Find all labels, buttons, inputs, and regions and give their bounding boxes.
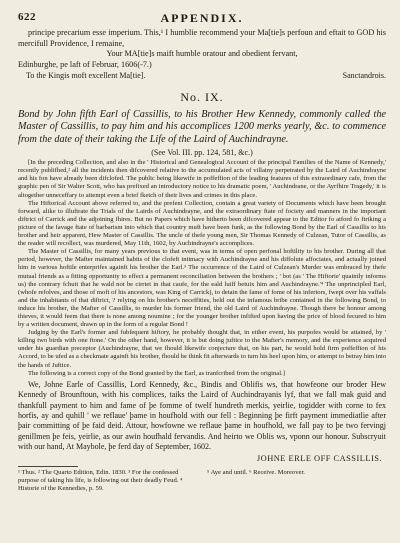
intro-paragraph: The Master of Cassillis, for many years previous to that event, was in terms of open perfonal hoftility to his brother. During all that period, however, the Mafter maintained habits of the clofeft intimacy with Auchindrayne and his diffolute affociates, and actually joined him in various hoftile enterprifes againft his brother the Earl.³ The occurrence of the Laird of Culzean's Murder was embraced by thefe mutual friends as a fitting opportunity to effect a permanent reconciliation between the brothers ; ' bot (as ' The Hiftorie' quaintly informs us) the contrary fchuit that he wald not be cirriet in that caufe, for the eald luiff betuix him and Auchindrayne.'⁴ The unprincipled Earl, (whofe refolves, and those of moft of his ancestors, was King of Carrick), to detain the fame of fome of his inferiors, fwept over his vaffals and the inhabitants of that diftrict, ? relying on his brother's neceffities, held out the infamous bribe contained in the following Bond, to induce his brother, the Mafter of Cassillis, to murder his former friend, the old Laird of Auchindrayne. Though there be honour among thieves, it would feem that there is none among noumine ; for the younger brother infifted upon having the price of blood fecured to him by a written document, drawn up in the form of a regular Bond ! — [18, 248, 386, 329]
volume-citation: (See Vol. III. pp. 124, 581, &c.) — [151, 148, 253, 158]
intro-paragraph: The following is a correct copy of the Bond granted by the Earl, as tranfcribed from the original.] — [28, 369, 285, 377]
letter-recipient: To the Kingis moft excellent Ma[tie]. — [26, 71, 146, 81]
footnote-rule — [18, 466, 78, 467]
intro-paragraph: Judging by the Earl's former and fubfequent hiftory, he probably thought that, in either event, his purpofes would be attained, by ' killing two birds with one ftone.' On the other hand, however, it is but doing juftice to the Mafter's memory, and the experience acquired under his guardian preceptor (Auchindrayne, that we fhould likewife conjecture that, on his part, he would hold firm poffeffion of his Accord, to be ufed as a checkmate againft his brother, fhould he think fit afterwards to turn his heel upon him, or attempt to betray him into the hands of Juftice. — [18, 329, 386, 369]
footnote-group: ¹ Thus. ² The Quarto Edition, Edin. 1830. ³ For the confessed purpose of taking his life, is following out their deadly Feud. ⁴ Historie of the Kennedies, p. 59. — [18, 468, 183, 492]
bond-paragraph: We, Johne Earle of Cassillis, Lord Kennedy, &c., Bindis and Oblifis ws, that howfeone our broder Hew Kennedy of Brounftoun, with his complices, taiks the Laird of Auchindrayanis lyf, that we fall mak guid and thankfull payment to him and fame of þe fomme of twelf hundreth merkis, yeirlie, togidder with corne to fex horfis, ay and quhill ' we reflaue' þame in houfhold with our fell : Beginning þe firft payment immediatlie after þair committing of þe faid deid. Attour, howfowne we reflaue þame in houfhold, we fall pay to þe two fervingj genillmen þe feis, yeirlie, as our awin houfhald fervandis. And heirto we Oblis ws, vponn our honour. Subscryuit with our hand, At Maybole, þe ferd day of September, 1602. — [18, 379, 386, 452]
intro-paragraph: [In the preceding Collection, and also in the ' Historical and Genealogical Account of the principal Families of the Name of Kennedy,' recently publifhed,² all the incidents then difcovered relative to the accumulated acts of villainy perpetrated by the Laird of Auchindrayne and his fon have already been difclofed. The public being likewife in poffeffion of the leading features of this extraordinary cafe, from the graphic pen of Sir Walter Scott, who has prefixed an introductory notice to his dramatic poem, ' Auchindrane, or the Ayrfhire Tragedy,' it is altogether unneceffary to attempt even a brief fketch of their lives and crimes in this place. — [18, 159, 386, 199]
letter-closing — [18, 28, 386, 82]
running-head — [18, 11, 386, 25]
letter-signature: Sanctandrois. — [342, 71, 386, 81]
letter-valediction: Your MA[tie]s maift humble oratour and obedient fervant, — [106, 49, 298, 59]
editor-introduction — [18, 159, 386, 378]
letter-closing-text: principe precarium esse imperium. This,¹ I humblie recommend your Ma[tie]s perfoun and eftait to GOD his mercifull Providence, I remaine, — [18, 28, 386, 48]
footnote-group: ⁵ Aye and until. ⁶ Receive. Moreover. — [207, 468, 305, 476]
running-title: APPENDIX. — [160, 11, 244, 25]
bond-text — [18, 380, 386, 453]
letter-signoff-row — [18, 71, 386, 82]
page-number: 622 — [18, 11, 36, 23]
intro-paragraph: The Hiftorical Account above referred to, and the prefent Collection, contain a great variety of Documents which have been brought forward, alike to illuftrate the Trials of the Lairds of Auchindrayne, and the extraordinary ftate of fociety and manners in the important diftrict of Carrick and the adjoining fhires. But no Papers which have hitherto been difcovered appear to the Editor fo aiford fo ftriking a picture of the favage ftate of barbarism into which that country muft have been funk, as the following Bond by the Earl of Cassillis to his brother and heir apparent, Hew Master of Cassillis. The uncle of thefe young men, Sir Thomas Kennedy of Culzean, Tutor of Cassillis, as the reader will recollect, was murdered, May 11th, 1602, by Auchindrayne's accomplices. — [18, 199, 386, 248]
document-title: Bond by John fifth Earl of Cassillis, to his Brother Hew Kennedy, commonly called the Master of Cassillis, to pay him and his accomplices 1200 merks yearly, &c. to commence from the date of their taking the Life of the Laird of Auchindrayne. — [18, 108, 386, 145]
letter-place-date: Edinburghe, pe laft of Februar, 1606(-7.) — [18, 59, 152, 69]
footnotes — [18, 469, 386, 493]
document-number-heading: No. IX. — [180, 89, 224, 104]
bond-signature: JOHNE ERLE OFF CASSILLIS. — [256, 453, 382, 463]
